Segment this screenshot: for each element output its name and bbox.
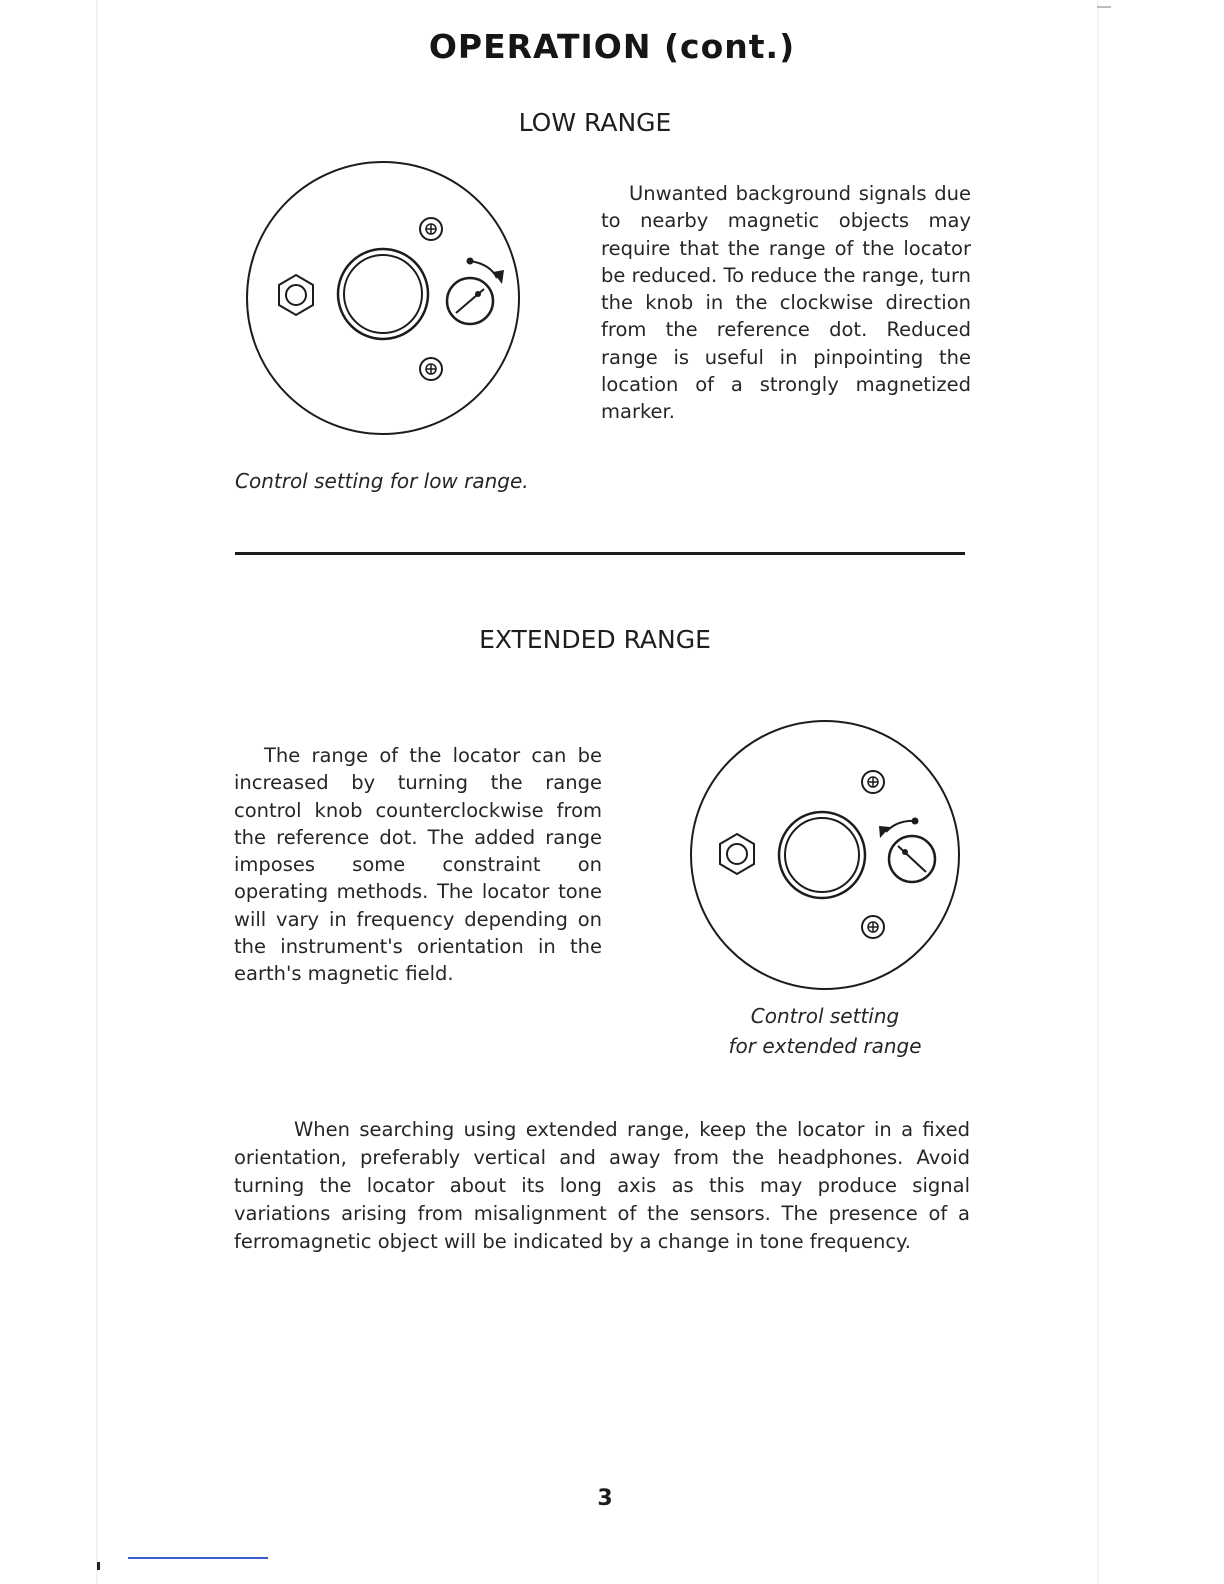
low-range-caption: Control setting for low range. <box>235 469 529 493</box>
range-knob-icon <box>889 836 935 882</box>
page-edge-left <box>96 0 98 1584</box>
extended-range-paragraph: The range of the locator can be increased by turning the range control knob counterclockwise from the reference dot. The added range imposes some constraint on operating methods. The locator tone will vary in frequency depending on the instrument's orientation in the earth's magnetic field. <box>234 744 602 986</box>
rotation-arrow-icon <box>467 258 505 285</box>
screw-icon <box>862 916 884 938</box>
extended-range-caption <box>700 1001 950 1061</box>
extended-range-search-paragraph: When searching using extended range, keep the locator in a fixed orientation, preferably vertical and away from the headphones. Avoid turning the locator about its long axis as this may produce signal variations arising from misalignment of the sensors. The presence of a ferromagnetic object will be indicated by a change in tone frequency. <box>234 1118 970 1253</box>
section-divider <box>235 552 965 555</box>
extended-range-caption-line2: for extended range <box>728 1034 922 1058</box>
panel-outline <box>691 721 959 989</box>
hex-nut-icon <box>720 834 754 874</box>
jack-socket-icon <box>779 812 865 898</box>
extended-range-control-diagram <box>685 715 967 997</box>
page-number: 3 <box>597 1486 613 1511</box>
extended-range-heading: EXTENDED RANGE <box>479 625 711 654</box>
page-title: OPERATION (cont.) <box>428 27 796 66</box>
jack-socket-icon <box>338 249 428 339</box>
low-range-paragraph: Unwanted background signals due to nearby magnetic objects may require that the range of the locator be reduced. To reduce the range, turn the knob in the clockwise direction from the reference dot. Reduced range is useful in pinpointing the location of a strongly magnetized marker. <box>601 182 971 424</box>
scan-mark <box>1097 6 1111 8</box>
panel-outline <box>247 162 519 434</box>
range-knob-icon <box>447 278 493 324</box>
extended-range-caption-line1: Control setting <box>750 1004 900 1028</box>
page-edge-right <box>1097 0 1099 1584</box>
scan-mark <box>97 1562 100 1570</box>
scan-underline <box>128 1557 268 1559</box>
low-range-heading: LOW RANGE <box>518 108 672 137</box>
low-range-control-diagram <box>240 158 530 440</box>
screw-icon <box>420 218 442 240</box>
screw-icon <box>420 358 442 380</box>
hex-nut-icon <box>279 275 313 315</box>
screw-icon <box>862 771 884 793</box>
